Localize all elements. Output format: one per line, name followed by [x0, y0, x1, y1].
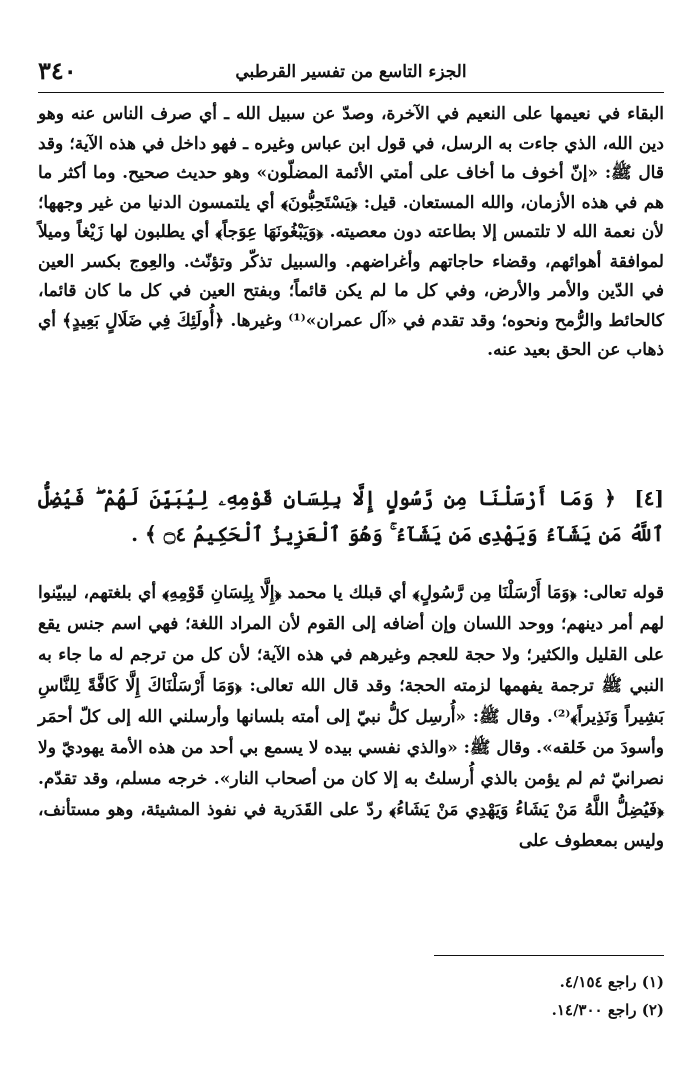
page-number: ٣٤٠ — [38, 56, 77, 85]
commentary-text — [38, 578, 664, 857]
verse-text: ﴿ وَمَا أَرْسَلْنَا مِن رَّسُولٍ إِلَّا بِلِسَانِ قَوْمِهِۦ لِيُبَيِّنَ لَهُمْ ۖ فَيُضِلُّ ٱللَّهُ مَن يَشَآءُ وَيَهْدِى مَن يَشَآءُ ۚ وَهُوَ ٱلْعَزِيزُ ٱلْحَكِيمُ ۝٤ ﴾ . — [38, 486, 664, 546]
verse-number: [٤] — [634, 486, 665, 510]
body-text — [38, 100, 664, 366]
quran-verse — [38, 480, 664, 552]
running-title: الجزء التاسع من تفسير القرطبي — [235, 62, 467, 82]
footnote-divider — [434, 955, 664, 956]
footnotes — [38, 968, 664, 1024]
page-header — [38, 52, 664, 93]
footnote-1: (١) راجع ٤/١٥٤. — [559, 973, 664, 991]
body-paragraph: البقاء في نعيمها على النعيم في الآخرة، وصدّ عن سبيل الله ـ أي صرف الناس عنه وهو دين الله، الذي جاءت به الرسل، في قول ابن عباس وغيره ـ فهو داخل في هذه الآية؛ وقد قال ﷺ: «إنّ أخوف ما أخاف على أمتي الأئمة المضلّون» وهو حديث صحيح. وما أكثر ما هم في هذه الأزمان، والله المستعان. قيل: ﴿يَسْتَحِبُّونَ﴾ أي يلتمسون الدنيا من غير وجهها؛ لأن نعمة الله لا تلتمس إلا بطاعته دون معصيته. ﴿وَيَبْغُونَهَا عِوَجاً﴾ أي يطلبون لها زَيْغاً وميلاً لموافقة أهوائهم، وقضاء حاجاتهم وأغراضهم. والسبيل تذكّر وتؤنّث. والعِوج بكسر العين في الدّين والأمر والأرض، وفي كل ما لم يكن قائماً؛ وبفتح العين في كل ما كان قائما، كالحائط والرُّمح ونحوه؛ وقد تقدم في «آل عمران»⁽¹⁾ وغيرها. ﴿أُولَئِكَ فِي ضَلَالٍ بَعِيدٍ﴾ أي ذهاب عن الحق بعيد عنه. — [38, 104, 665, 360]
footnote-2: (٢) راجع ١٤/٣٠٠. — [551, 1001, 664, 1019]
commentary-paragraph: قوله تعالى: ﴿وَمَا أَرْسَلْنَا مِن رَّسُولٍ﴾ أي قبلك يا محمد ﴿إِلَّا بِلِسَانِ قَوْمِهِ﴾ أي بلغتهم، ليبيّنوا لهم أمر دينهم؛ ووحد اللسان وإن أضافه إلى القوم لأن المراد اللغة؛ فهي اسم جنس يقع على القليل والكثير؛ ولا حجة للعجم وغيرهم في هذه الآية؛ لأن كل من ترجم له ما جاء به النبي ﷺ ترجمة يفهمها لزمته الحجة؛ وقد قال الله تعالى: ﴿وَمَا أَرْسَلْنَاكَ إِلَّا كَافَّةً لِلنَّاسِ بَشِيراً وَنَذِيراً﴾⁽²⁾. وقال ﷺ: «أُرسِل كلُّ نبيّ إلى أمته بلسانها وأرسلني الله إلى كلّ أحمَر وأسودَ من خَلقه». وقال ﷺ: «والذي نفسي بيده لا يسمع بي أحد من هذه الأمة يهوديّ ولا نصرانيّ ثم لم يؤمن بالذي أُرسلتُ به إلا كان من أصحاب النار». خرجه مسلم، وقد تقدّم. ﴿فَيُضِلُّ اللَّهُ مَنْ يَشَاءُ وَيَهْدِي مَنْ يَشَاءُ﴾ ردّ على القَدَرية في نفوذ المشيئة، وهو مستأنف، وليس بمعطوف على — [38, 583, 664, 851]
